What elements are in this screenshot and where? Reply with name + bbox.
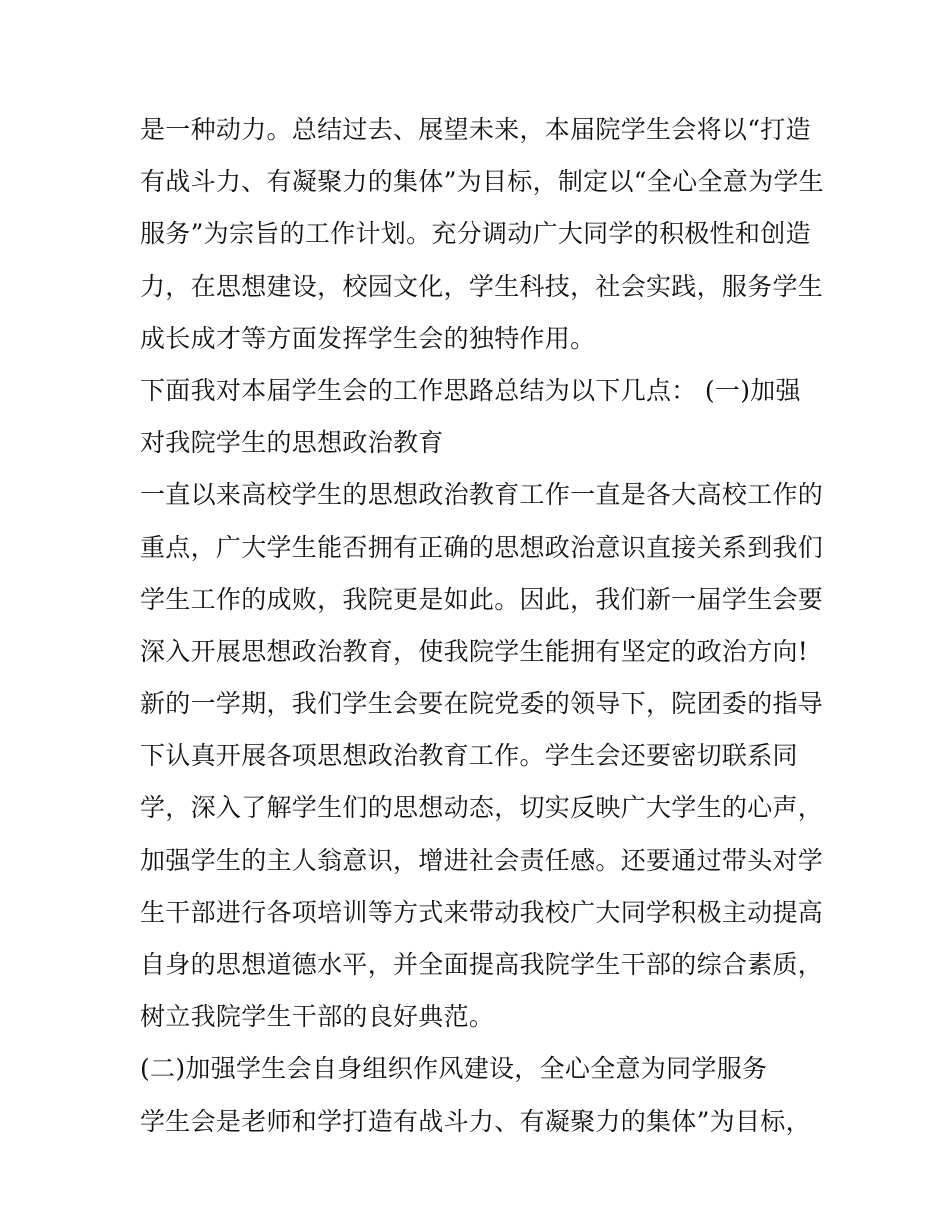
- body-text: [140, 104, 824, 1148]
- text-line: 力，在思想建设，校园文化，学生科技，社会实践，服务学生: [140, 271, 824, 301]
- text-line: 树立我院学生干部的良好典范。: [140, 1002, 495, 1032]
- text-line: 自身的思想道德水平，并全面提高我院学生干部的综合素质，: [140, 950, 824, 979]
- section-heading-2: (二)加强学生会自身组织作风建设，全心全意为同学服务: [140, 1054, 768, 1084]
- text-line: 重点，广大学生能否拥有正确的思想政治意识直接关系到我们: [140, 532, 824, 562]
- text-line: 学生工作的成败，我院更是如此。因此，我们新一届学生会要: [140, 584, 824, 614]
- text-line: 下认真开展各项思想政治教育工作。学生会还要密切联系同: [140, 741, 798, 771]
- text-line: 新的一学期，我们学生会要在院党委的领导下，院团委的指导: [140, 689, 824, 719]
- text-line: 学，深入了解学生们的思想动态，切实反映广大学生的心声，: [140, 793, 824, 823]
- text-line: 是一种动力。总结过去、展望未来，本届院学生会将以“打造: [140, 115, 811, 144]
- text-line: 生干部进行各项培训等方式来带动我校广大同学积极主动提高: [140, 897, 824, 927]
- text-line: 一直以来高校学生的思想政治教育工作一直是各大高校工作的: [140, 480, 824, 510]
- text-line: 下面我对本届学生会的工作思路总结为以下几点： (一)加强: [140, 375, 801, 405]
- text-line: 服务”为宗旨的工作计划。充分调动广大同学的积极性和创造: [140, 219, 811, 249]
- section-heading-1: 对我院学生的思想政治教育: [140, 428, 444, 458]
- text-line: 加强学生的主人翁意识，增进社会责任感。还要通过带头对学: [140, 845, 824, 875]
- text-line: 学生会是老师和学打造有战斗力、有凝聚力的集体”为目标，: [140, 1106, 811, 1136]
- text-line: 深入开展思想政治教育，使我院学生能拥有坚定的政治方向!: [140, 636, 809, 666]
- text-line: 有战斗力、有凝聚力的集体”为目标，制定以“全心全意为学生: [140, 167, 824, 197]
- text-line: 成长成才等方面发挥学生会的独特作用。: [140, 323, 596, 353]
